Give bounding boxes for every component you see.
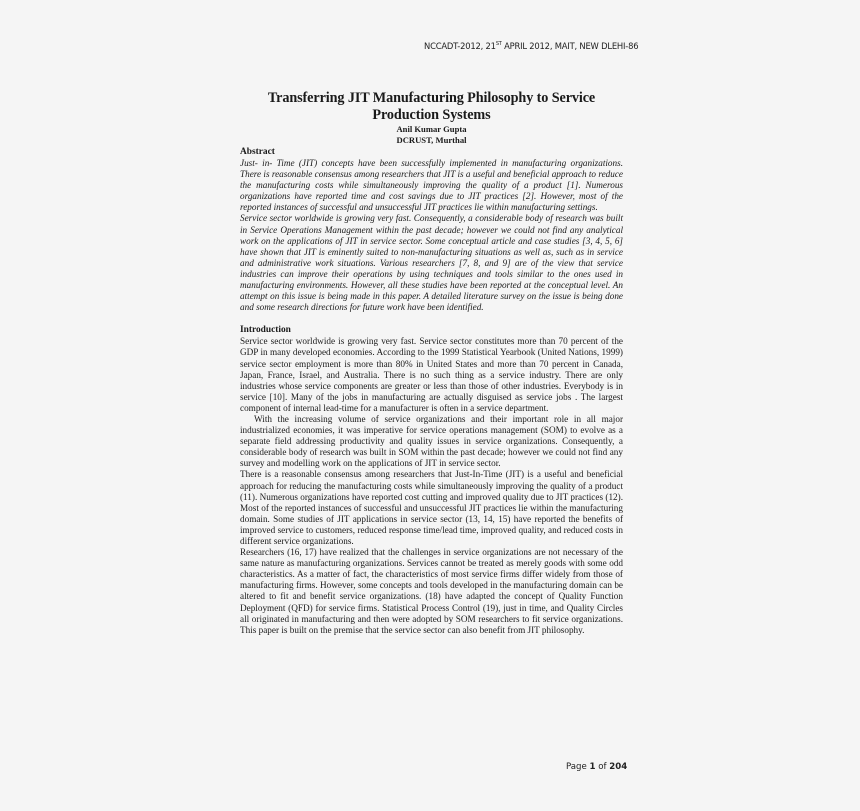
author-affiliation: DCRUST, Murthal	[396, 134, 467, 145]
of-label: of	[595, 762, 610, 772]
page-number	[566, 762, 627, 772]
page-label: Page	[566, 762, 590, 772]
paper-content	[240, 90, 623, 636]
author-name: Anil Kumar Gupta	[396, 124, 467, 134]
introduction-heading: Introduction	[240, 325, 291, 336]
abstract-paragraph: Service sector worldwide is growing very fast. Consequently, a considerable body of research was built in Service Operations Management within the past decade; however we could not find any analytical work on the applications of JIT in service sector. Some conceptual article and case studies [3, 4, 5, 6] have shown that JIT is eminently suited to non-manufacturing situations as well as, such as in service and administrative work situations. Various researchers [7, 8, and 9] are of the view that service industries can improve their operations by using techniques and tools similar to the ones used in manufacturing environments. However, all these studies have been reported at the conceptual level. An attempt on this issue is being made in this paper. A detailed literature survey on the issue is being done and some research directions for future work have been identified.	[240, 213, 623, 313]
abstract-paragraph: Just- in- Time (JIT) concepts have been successfully implemented in manufacturing organizations. There is reasonable consensus among researchers that JIT is a useful and beneficial approach to reduce the manufacturing costs while simultaneously improving the quality of a product [1]. Numerous organizations have reported time and cost savings due to JIT practices [2]. However, most of the reported instances of successful and unsuccessful JIT practices lie within manufacturing settings.	[240, 158, 623, 213]
introduction-paragraph: With the increasing volume of service organizations and their important role in all major industrialized economies, it was imperative for service operations management (SOM) to evolve as a separate field addressing productivity and quality issues in service organizations. Consequently, a considerable body of research was built in SOM within the past decade; however we could not find any survey and modelling work on the applications of JIT in service sector.	[240, 413, 623, 469]
total-pages: 204	[609, 762, 628, 772]
conference-superscript: ST	[495, 41, 502, 47]
current-page: 1	[589, 762, 596, 772]
introduction-paragraph: Researchers (16, 17) have realized that the challenges in service organizations are not necessary of the same nature as manufacturing organizations. Services cannot be treated as merely goods with some odd characteristics. As a matter of fact, the characteristics of most service firms differ widely from those of manufacturing firms. However, some concepts and tools developed in the manufacturing domain can be altered to fit and benefit service organizations. (18) have adapted the concept of Quality Function Deployment (QFD) for service firms. Statistical Process Control (19), just in time, and Quality Circles all originated in manufacturing and then were adopted by SOM researchers to fit service organizations. This paper is built on the premise that the service sector can also benefit from JIT philosophy.	[240, 547, 623, 635]
introduction-paragraph: Service sector worldwide is growing very fast. Service sector constitutes more than 70 percent of the GDP in many developed economies. According to the 1999 Statistical Yearbook (United Nations, 1999) service sector employment is more than 80% in United States and more than 70 percent in Canada, Japan, France, Israel, and Australia. There is no such thing as a service industry. There are only industries whose service components are greater or less than those of other industries. Everybody is in service [10]. Many of the jobs in manufacturing are actually disguised as service jobs . The largest component of internal lead-time for a manufacturer is often in a service department.	[240, 336, 623, 413]
abstract-heading: Abstract	[240, 147, 275, 157]
conference-prefix: NCCADT-2012, 21	[424, 41, 496, 51]
conference-header	[424, 41, 638, 51]
paper-title: Transferring JIT Manufacturing Philosophy to Service Production Systems	[267, 90, 596, 123]
section-spacer	[240, 313, 623, 323]
conference-suffix: APRIL 2012, MAIT, NEW DLEHI-86	[501, 41, 639, 51]
introduction-paragraph: There is a reasonable consensus among researchers that Just-In-Time (JIT) is a useful and beneficial approach for reducing the manufacturing costs while simultaneously improving the quality of a product (11). Numerous organizations have reported cost cutting and improved quality due to JIT practices (12). Most of the reported instances of successful and unsuccessful JIT practices lie within the manufacturing domain. Some studies of JIT applications in service sector (13, 14, 15) have reported the benefits of improved service to customers, reduced response time/lead time, improved quality, and reduced costs in different service organizations.	[240, 469, 623, 546]
